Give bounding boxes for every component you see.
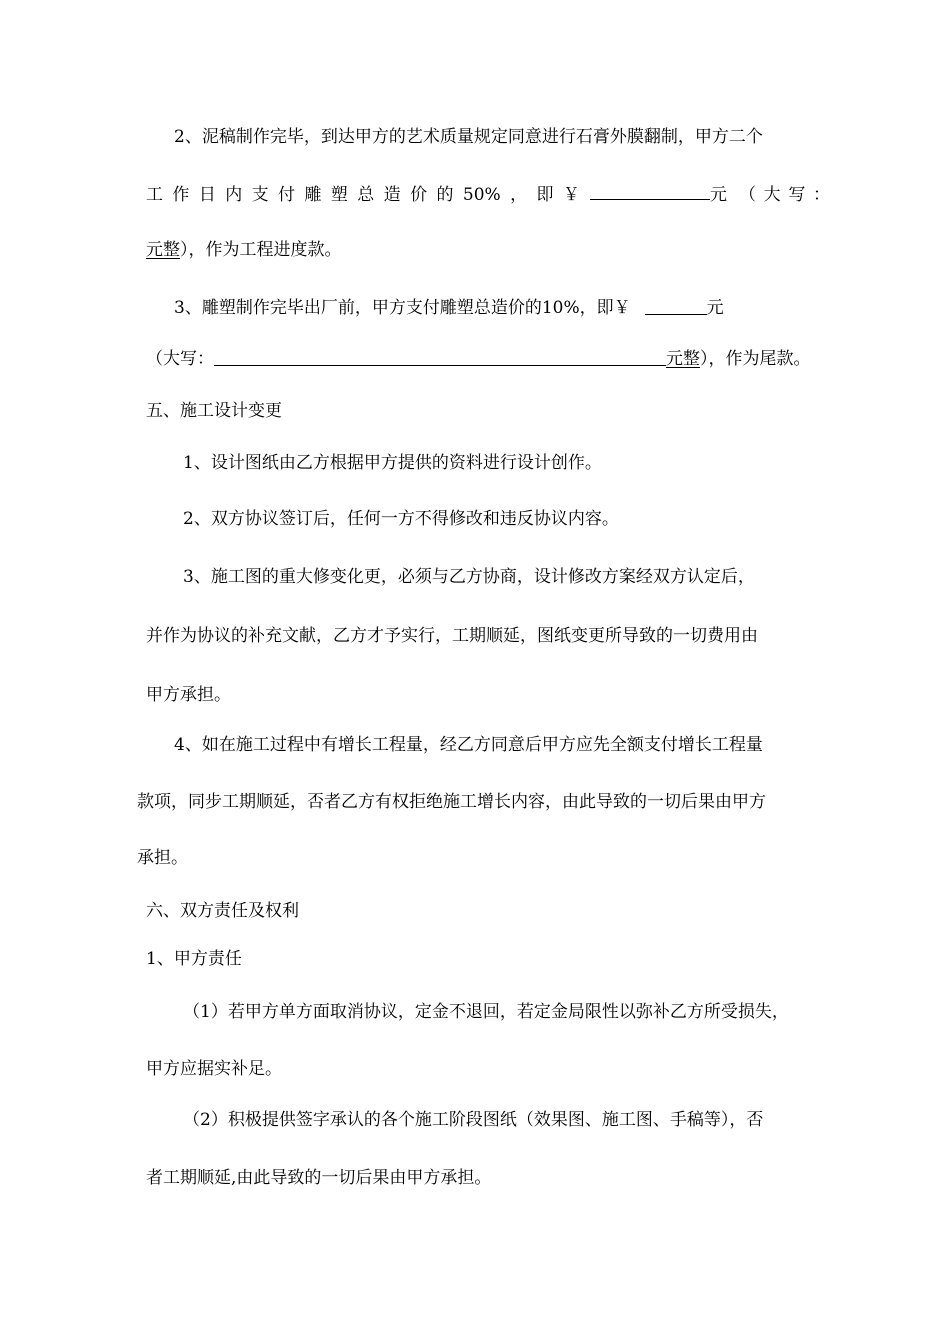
- clause2-line1: 2、泥稿制作完毕，到达甲方的艺术质量规定同意进行石膏外膜翻制，甲方二个: [174, 127, 763, 147]
- clause3-suffix: ），作为尾款。: [700, 349, 811, 369]
- section6-p1-line2: 甲方应据实补足。: [146, 1059, 282, 1079]
- clause2-word: 写: [788, 185, 806, 205]
- clause2-line2: [146, 181, 830, 207]
- clause2-word: 作: [172, 185, 190, 205]
- section5-item4-line3: 承担。: [137, 848, 188, 868]
- section6-p1-line1: （1）若甲方单方面取消协议，定金不退回，若定金局限性以弥补乙方所受损失，: [183, 1002, 789, 1022]
- clause2-word: （: [739, 185, 756, 205]
- section5-item4-line2: 款项，同步工期顺延，否者乙方有权拒绝施工增长内容，由此导致的一切后果由甲方: [137, 792, 766, 812]
- clause2-tail-text: [739, 183, 830, 207]
- clause2-word: 即: [536, 185, 554, 205]
- clause2-word: 造: [383, 185, 401, 205]
- clause3-prefix: （大写：: [146, 349, 214, 369]
- clause2-line3-rest: ），作为工程进度款。: [180, 240, 342, 260]
- section5-item3-line3: 甲方承担。: [146, 685, 231, 705]
- amount-words-underlined: 元整: [666, 349, 700, 369]
- amount-blank: [590, 181, 710, 200]
- section6-p2-line1: （2）积极提供签字承认的各个施工阶段图纸（效果图、施工图、手稿等），否: [183, 1110, 764, 1130]
- amount-words-blank: [214, 347, 666, 366]
- clause3-line1: [174, 296, 724, 320]
- clause2-unit: 元: [710, 185, 727, 205]
- section5-heading: 五、施工设计变更: [146, 401, 282, 421]
- clause2-word: 雕: [304, 185, 322, 205]
- clause3-line1-text: 3、雕塑制作完毕出厂前，甲方支付雕塑总造价的10%，即￥: [174, 298, 631, 318]
- clause2-word: 的: [436, 185, 454, 205]
- clause3-unit: 元: [706, 298, 724, 318]
- clause2-word: ￥: [562, 185, 580, 205]
- clause2-line2-text: [146, 183, 580, 207]
- clause2-word: 50%: [462, 185, 501, 205]
- section5-item1: 1、设计图纸由乙方根据甲方提供的资料进行设计创作。: [183, 453, 602, 473]
- clause2-word: 支: [251, 185, 269, 205]
- section6-p2-line2: 者工期顺延,由此导致的一切后果由甲方承担。: [146, 1168, 492, 1188]
- section6-sub1: 1、甲方责任: [146, 949, 242, 969]
- clause2-word: 工: [146, 185, 163, 205]
- section6-heading: 六、双方责任及权利: [146, 901, 299, 921]
- clause2-word: ：: [812, 185, 830, 205]
- section5-item3-line1: 3、施工图的重大修变化更，必须与乙方协商，设计修改方案经双方认定后，: [183, 567, 755, 587]
- clause2-word: 付: [278, 185, 296, 205]
- amount-words-underlined: 元整: [146, 240, 180, 260]
- section5-item4-line1: 4、如在施工过程中有增长工程量，经乙方同意后甲方应先全额支付增长工程量: [174, 735, 763, 755]
- clause2-word: 内: [225, 185, 243, 205]
- clause3-line2: [146, 347, 811, 371]
- clause2-word: 大: [763, 185, 781, 205]
- amount-blank: [645, 296, 707, 315]
- clause2-word: 日: [198, 185, 216, 205]
- section5-item3-line2: 并作为协议的补充文献，乙方才予实行，工期顺延，图纸变更所导致的一切费用由: [146, 626, 758, 646]
- clause2-word: 价: [410, 185, 428, 205]
- clause2-word: ，: [510, 185, 528, 205]
- section5-item2: 2、双方协议签订后，任何一方不得修改和违反协议内容。: [183, 509, 619, 529]
- clause2-line3: [146, 238, 342, 262]
- clause2-word: 塑: [330, 185, 348, 205]
- clause2-word: 总: [357, 185, 375, 205]
